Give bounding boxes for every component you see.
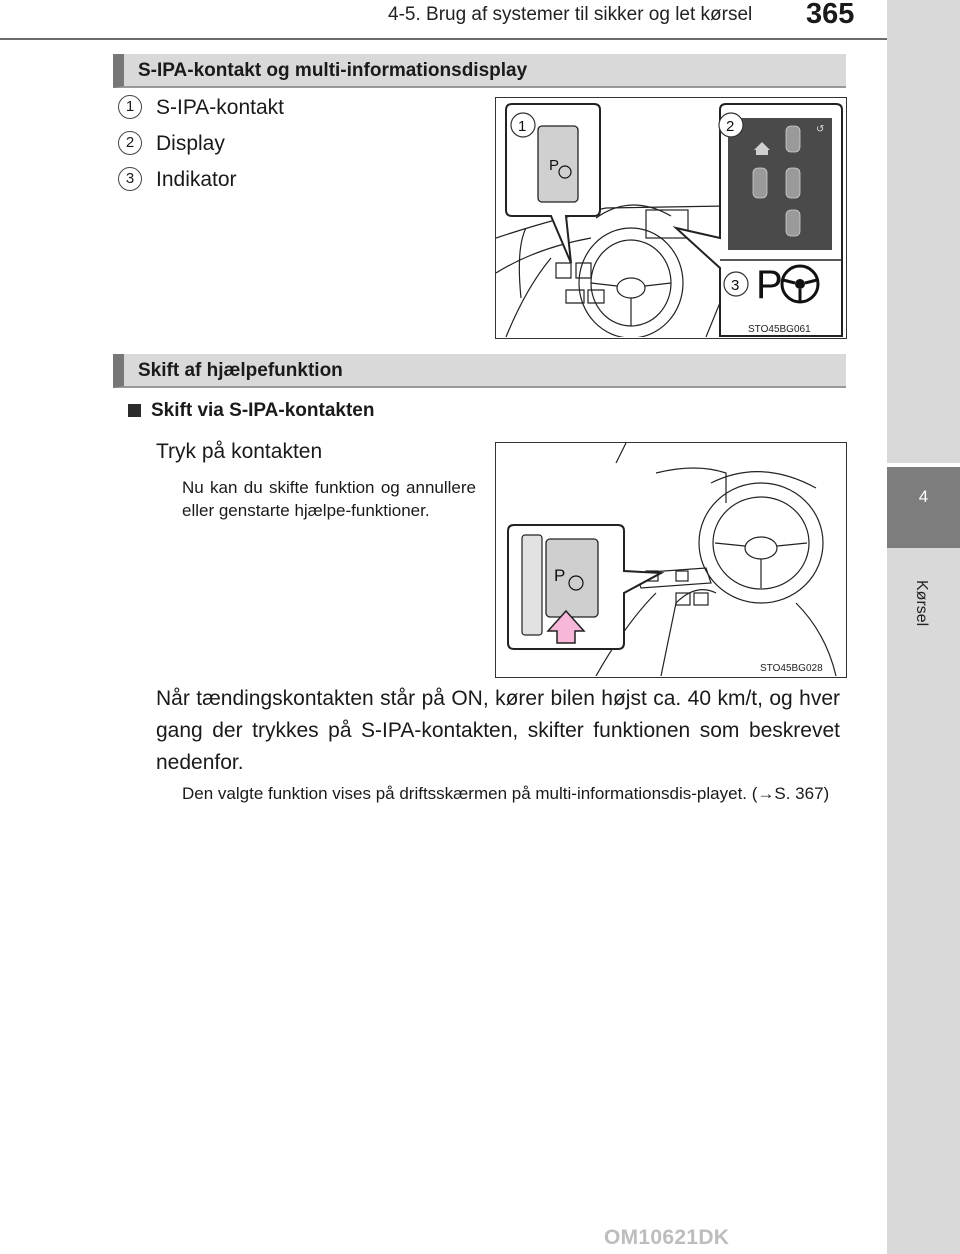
callout-number: 3 (731, 277, 740, 294)
figure-code: STO45BG061 (748, 324, 811, 335)
figure-code: STO45BG028 (760, 663, 823, 674)
figure-switch-and-display (495, 97, 847, 339)
legend-item-label: Indikator (156, 168, 237, 191)
chapter-number-tab: 4 (887, 467, 960, 548)
subheading: Skift via S-IPA-kontakten (128, 400, 374, 422)
running-header: 4-5. Brug af systemer til sikker og let kørsel (388, 4, 753, 25)
side-tab-upper (887, 0, 960, 463)
section-heading-bar (113, 354, 846, 388)
switch-glyph: P (554, 566, 566, 585)
item-number-badge: 1 (118, 95, 142, 119)
multi-info-display (728, 118, 832, 250)
page-number: 365 (806, 0, 855, 30)
item-number-badge: 3 (118, 167, 142, 191)
header-rule (0, 38, 960, 40)
footer-watermark: OM10621DK (604, 1226, 730, 1249)
callout-number: 2 (726, 118, 735, 135)
note-text: Den valgte funktion vises på driftsskærmen på multi-informationsdis-playet. (→S. 367) (182, 784, 830, 803)
section-heading: Skift af hjælpefunktion (138, 360, 343, 381)
legend-item-label: S-IPA-kontakt (156, 96, 284, 119)
dashboard-illustration (496, 443, 845, 676)
indicator-glyph: P (756, 263, 783, 307)
section-heading: S-IPA-kontakt og multi-informationsdisplay (138, 60, 528, 81)
instruction-text: Tryk på kontakten (156, 440, 323, 463)
legend-item-label: Display (156, 132, 225, 155)
note-text: Nu kan du skifte funktion og annullere eller genstarte hjælpe-funktioner. (182, 478, 476, 520)
figure-press-switch (495, 442, 847, 678)
dashboard-illustration (496, 98, 845, 337)
item-number-badge: 2 (118, 131, 142, 155)
switch-glyph: P (549, 157, 560, 174)
body-paragraph: Når tændingskontakten står på ON, kører bilen højst ca. 40 km/t, og hver gang der trykkes på S-IPA-kontakten, skifter funktionen som beskrevet nedenfor. (156, 687, 840, 774)
callout-number: 1 (518, 118, 527, 135)
square-bullet-icon (128, 404, 141, 417)
chapter-label: Kørsel (913, 580, 930, 627)
svg-text:↺: ↺ (816, 124, 825, 135)
section-heading-bar (113, 54, 846, 88)
